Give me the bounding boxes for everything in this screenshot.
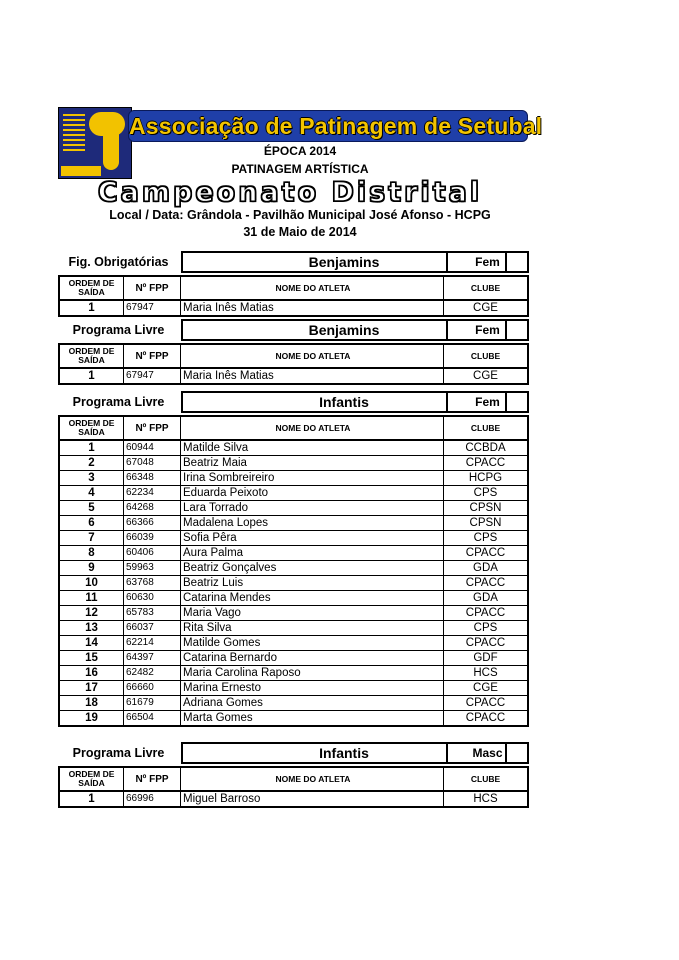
- athlete-name-cell: Beatriz Maia: [181, 456, 444, 471]
- category-box: Benjamins: [181, 251, 507, 273]
- location-label: Local / Data: Grândola - Pavilhão Municipal José Afonso - HCPG: [109, 208, 491, 222]
- col-order: ORDEM DE SAÍDA: [59, 276, 124, 300]
- athlete-name-cell: Marina Ernesto: [181, 681, 444, 696]
- order-cell: 17: [59, 681, 124, 696]
- table-row: [59, 471, 528, 486]
- club-cell: CPACC: [444, 576, 529, 591]
- category-box: Infantis: [181, 742, 507, 764]
- athlete-name-cell: Lara Torrado: [181, 501, 444, 516]
- order-cell: 7: [59, 531, 124, 546]
- club-cell: GDF: [444, 651, 529, 666]
- order-cell: 1: [59, 440, 124, 456]
- col-order: ORDEM DE SAÍDA: [59, 767, 124, 791]
- fpp-cell: 63768: [124, 576, 181, 591]
- club-cell: CPSN: [444, 501, 529, 516]
- fpp-cell: 59963: [124, 561, 181, 576]
- col-name: NOME DO ATLETA: [181, 416, 444, 440]
- order-cell: 12: [59, 606, 124, 621]
- fpp-cell: 66504: [124, 711, 181, 727]
- start-list-section: [58, 319, 529, 385]
- col-club: CLUBE: [444, 767, 529, 791]
- col-fpp: Nº FPP: [124, 416, 181, 440]
- table-row: [59, 368, 528, 384]
- athlete-name-cell: Beatriz Luis: [181, 576, 444, 591]
- club-cell: GDA: [444, 561, 529, 576]
- order-cell: 5: [59, 501, 124, 516]
- order-cell: 11: [59, 591, 124, 606]
- order-cell: 10: [59, 576, 124, 591]
- club-cell: HCS: [444, 666, 529, 681]
- order-cell: 15: [59, 651, 124, 666]
- fpp-cell: 62214: [124, 636, 181, 651]
- table-row: [59, 516, 528, 531]
- table-row: [59, 606, 528, 621]
- fpp-cell: 67947: [124, 368, 181, 384]
- order-cell: 1: [59, 300, 124, 316]
- program-type: Programa Livre: [72, 746, 165, 760]
- fpp-cell: 67048: [124, 456, 181, 471]
- athlete-name-cell: Maria Inês Matias: [181, 300, 444, 316]
- order-cell: 8: [59, 546, 124, 561]
- club-cell: CCBDA: [444, 440, 529, 456]
- fpp-cell: 60944: [124, 440, 181, 456]
- table-row: [59, 486, 528, 501]
- fpp-cell: 66348: [124, 471, 181, 486]
- gender-box: Fem: [446, 391, 529, 413]
- table-row: [59, 651, 528, 666]
- fpp-cell: 66996: [124, 791, 181, 807]
- association-logo: [58, 107, 132, 179]
- fpp-cell: 62482: [124, 666, 181, 681]
- order-cell: 1: [59, 791, 124, 807]
- start-list-table: [58, 343, 529, 385]
- table-header-row: [59, 344, 528, 368]
- start-list-section: [58, 251, 529, 317]
- start-list-table: [58, 275, 529, 317]
- fpp-cell: 60406: [124, 546, 181, 561]
- athlete-name-cell: Beatriz Gonçalves: [181, 561, 444, 576]
- athlete-name-cell: Matilde Gomes: [181, 636, 444, 651]
- athlete-name-cell: Irina Sombreireiro: [181, 471, 444, 486]
- order-cell: 4: [59, 486, 124, 501]
- athlete-name-cell: Matilde Silva: [181, 440, 444, 456]
- fpp-cell: 60630: [124, 591, 181, 606]
- table-row: [59, 696, 528, 711]
- club-cell: HCPG: [444, 471, 529, 486]
- fpp-cell: 66660: [124, 681, 181, 696]
- table-row: [59, 561, 528, 576]
- championship-title: Campeonato Distrital: [97, 177, 483, 208]
- athlete-name-cell: Marta Gomes: [181, 711, 444, 727]
- table-row: [59, 636, 528, 651]
- table-row: [59, 456, 528, 471]
- order-cell: 18: [59, 696, 124, 711]
- order-cell: 2: [59, 456, 124, 471]
- col-order: ORDEM DE SAÍDA: [59, 416, 124, 440]
- fpp-cell: 67947: [124, 300, 181, 316]
- start-list-section: [58, 742, 529, 808]
- table-row: [59, 666, 528, 681]
- table-row: [59, 711, 528, 727]
- table-header-row: [59, 767, 528, 791]
- table-header-row: [59, 276, 528, 300]
- order-cell: 1: [59, 368, 124, 384]
- athlete-name-cell: Aura Palma: [181, 546, 444, 561]
- start-list-section: [58, 391, 529, 727]
- club-cell: CPSN: [444, 516, 529, 531]
- gender-box: Masc: [446, 742, 529, 764]
- col-order: ORDEM DE SAÍDA: [59, 344, 124, 368]
- table-row: [59, 681, 528, 696]
- col-club: CLUBE: [444, 276, 529, 300]
- order-cell: 14: [59, 636, 124, 651]
- col-club: CLUBE: [444, 344, 529, 368]
- col-name: NOME DO ATLETA: [181, 276, 444, 300]
- gender-box: Fem: [446, 251, 529, 273]
- club-cell: CPS: [444, 531, 529, 546]
- athlete-name-cell: Maria Carolina Raposo: [181, 666, 444, 681]
- col-name: NOME DO ATLETA: [181, 767, 444, 791]
- club-cell: CPS: [444, 486, 529, 501]
- table-row: [59, 531, 528, 546]
- athlete-name-cell: Miguel Barroso: [181, 791, 444, 807]
- order-cell: 3: [59, 471, 124, 486]
- order-cell: 6: [59, 516, 124, 531]
- season-label: ÉPOCA 2014: [263, 144, 337, 158]
- table-row: [59, 440, 528, 456]
- athlete-name-cell: Maria Vago: [181, 606, 444, 621]
- table-row: [59, 501, 528, 516]
- fpp-cell: 62234: [124, 486, 181, 501]
- start-list-table: [58, 766, 529, 808]
- table-header-row: [59, 416, 528, 440]
- table-row: [59, 300, 528, 316]
- club-cell: CPACC: [444, 696, 529, 711]
- fpp-cell: 66037: [124, 621, 181, 636]
- table-row: [59, 591, 528, 606]
- fpp-cell: 66039: [124, 531, 181, 546]
- order-cell: 16: [59, 666, 124, 681]
- athlete-name-cell: Catarina Mendes: [181, 591, 444, 606]
- col-fpp: Nº FPP: [124, 276, 181, 300]
- club-cell: CGE: [444, 300, 529, 316]
- order-cell: 9: [59, 561, 124, 576]
- discipline-label: PATINAGEM ARTÍSTICA: [231, 162, 369, 176]
- col-fpp: Nº FPP: [124, 344, 181, 368]
- club-cell: CPACC: [444, 711, 529, 727]
- club-cell: CGE: [444, 681, 529, 696]
- fpp-cell: 64268: [124, 501, 181, 516]
- athlete-name-cell: Catarina Bernardo: [181, 651, 444, 666]
- fpp-cell: 66366: [124, 516, 181, 531]
- athlete-name-cell: Adriana Gomes: [181, 696, 444, 711]
- table-row: [59, 621, 528, 636]
- col-name: NOME DO ATLETA: [181, 344, 444, 368]
- club-cell: HCS: [444, 791, 529, 807]
- program-type: Fig. Obrigatórias: [68, 255, 169, 269]
- association-banner: Associação de Patinagem de Setubal: [128, 110, 528, 142]
- club-cell: CGE: [444, 368, 529, 384]
- order-cell: 13: [59, 621, 124, 636]
- date-label: 31 de Maio de 2014: [243, 225, 357, 239]
- athlete-name-cell: Eduarda Peixoto: [181, 486, 444, 501]
- category-box: Benjamins: [181, 319, 507, 341]
- club-cell: CPS: [444, 621, 529, 636]
- club-cell: GDA: [444, 591, 529, 606]
- table-row: [59, 791, 528, 807]
- col-club: CLUBE: [444, 416, 529, 440]
- club-cell: CPACC: [444, 636, 529, 651]
- athlete-name-cell: Rita Silva: [181, 621, 444, 636]
- athlete-name-cell: Madalena Lopes: [181, 516, 444, 531]
- club-cell: CPACC: [444, 606, 529, 621]
- program-type: Programa Livre: [72, 395, 165, 409]
- program-type: Programa Livre: [72, 323, 165, 337]
- col-fpp: Nº FPP: [124, 767, 181, 791]
- club-cell: CPACC: [444, 456, 529, 471]
- athlete-name-cell: Maria Inês Matias: [181, 368, 444, 384]
- fpp-cell: 65783: [124, 606, 181, 621]
- fpp-cell: 61679: [124, 696, 181, 711]
- club-cell: CPACC: [444, 546, 529, 561]
- table-row: [59, 546, 528, 561]
- order-cell: 19: [59, 711, 124, 727]
- fpp-cell: 64397: [124, 651, 181, 666]
- category-box: Infantis: [181, 391, 507, 413]
- gender-box: Fem: [446, 319, 529, 341]
- start-list-table: [58, 415, 529, 727]
- table-row: [59, 576, 528, 591]
- athlete-name-cell: Sofia Pêra: [181, 531, 444, 546]
